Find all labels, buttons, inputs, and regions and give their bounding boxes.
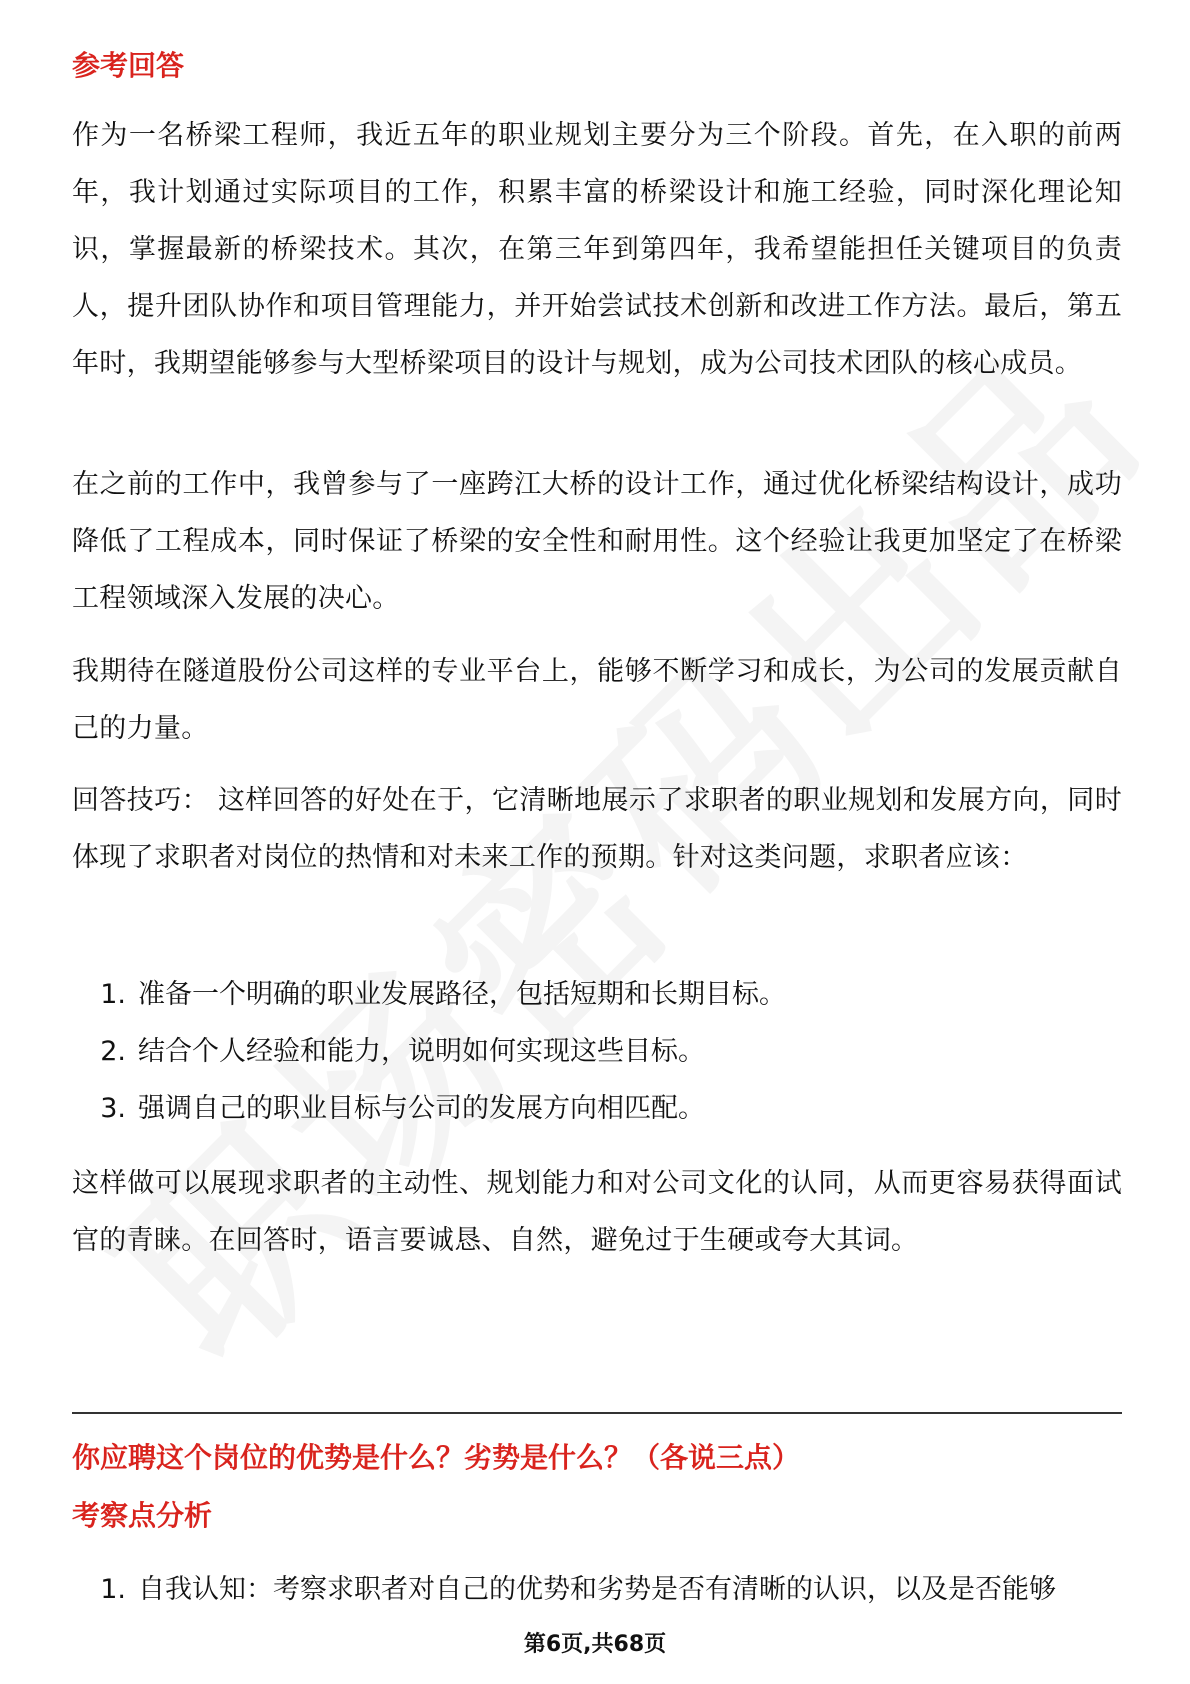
section-divider [72,1412,1122,1414]
list-item-text: 强调自己的职业目标与公司的发展方向相匹配。 [138,1093,705,1124]
closing-paragraph: 这样做可以展现求职者的主动性、规划能力和对公司文化的认同，从而更容易获得面试官的青睐。在回答时，语言要诚恳、自然，避免过于生硬或夸大其词。 [72,1168,1122,1256]
list-item-text: 结合个人经验和能力，说明如何实现这些目标。 [138,1036,705,1067]
page-footer: 第6页,共68页 [523,1632,667,1657]
list-item-number: 3. [100,1093,126,1124]
list-item-number: 2. [100,1036,126,1067]
list-item [72,966,1122,1023]
answer-tips-paragraph: 回答技巧： 这样回答的好处在于，它清晰地展示了求职者的职业规划和发展方向，同时体现了求职者对岗位的热情和对未来工作的预期。针对这类问题，求职者应该： [72,785,1122,873]
list-item [72,1080,1122,1137]
list-item-number: 1. [100,1574,126,1605]
reference-answer-heading: 参考回答 [72,49,185,82]
tips-list [72,966,1122,1137]
question-heading: 你应聘这个岗位的优势是什么？劣势是什么？（各说三点） [72,1441,801,1474]
answer-paragraph-2: 在之前的工作中，我曾参与了一座跨江大桥的设计工作，通过优化桥梁结构设计，成功降低了工程成本，同时保证了桥梁的安全性和耐用性。这个经验让我更加坚定了在桥梁工程领域深入发展的决心。 [72,469,1122,614]
analysis-heading: 考察点分析 [72,1499,213,1532]
answer-paragraph-3: 我期待在隧道股份公司这样的专业平台上，能够不断学习和成长，为公司的发展贡献自己的力量。 [72,656,1122,744]
list-item [72,1561,1122,1618]
list-item-number: 1. [100,979,126,1010]
answer-paragraph-1: 作为一名桥梁工程师，我近五年的职业规划主要分为三个阶段。首先，在入职的前两年，我计划通过实际项目的工作，积累丰富的桥梁设计和施工经验，同时深化理论知识，掌握最新的桥梁技术。其次，在第三年到第四年，我希望能担任关键项目的负责人，提升团队协作和项目管理能力，并开始尝试技术创新和改进工作方法。最后，第五年时，我期望能够参与大型桥梁项目的设计与规划，成为公司技术团队的核心成员。 [72,120,1122,379]
list-item-text: 准备一个明确的职业发展路径，包括短期和长期目标。 [138,979,786,1010]
list-item [72,1023,1122,1080]
list-item-text: 自我认知：考察求职者对自己的优势和劣势是否有清晰的认识，以及是否能够 [138,1574,1056,1605]
analysis-list [72,1561,1122,1618]
